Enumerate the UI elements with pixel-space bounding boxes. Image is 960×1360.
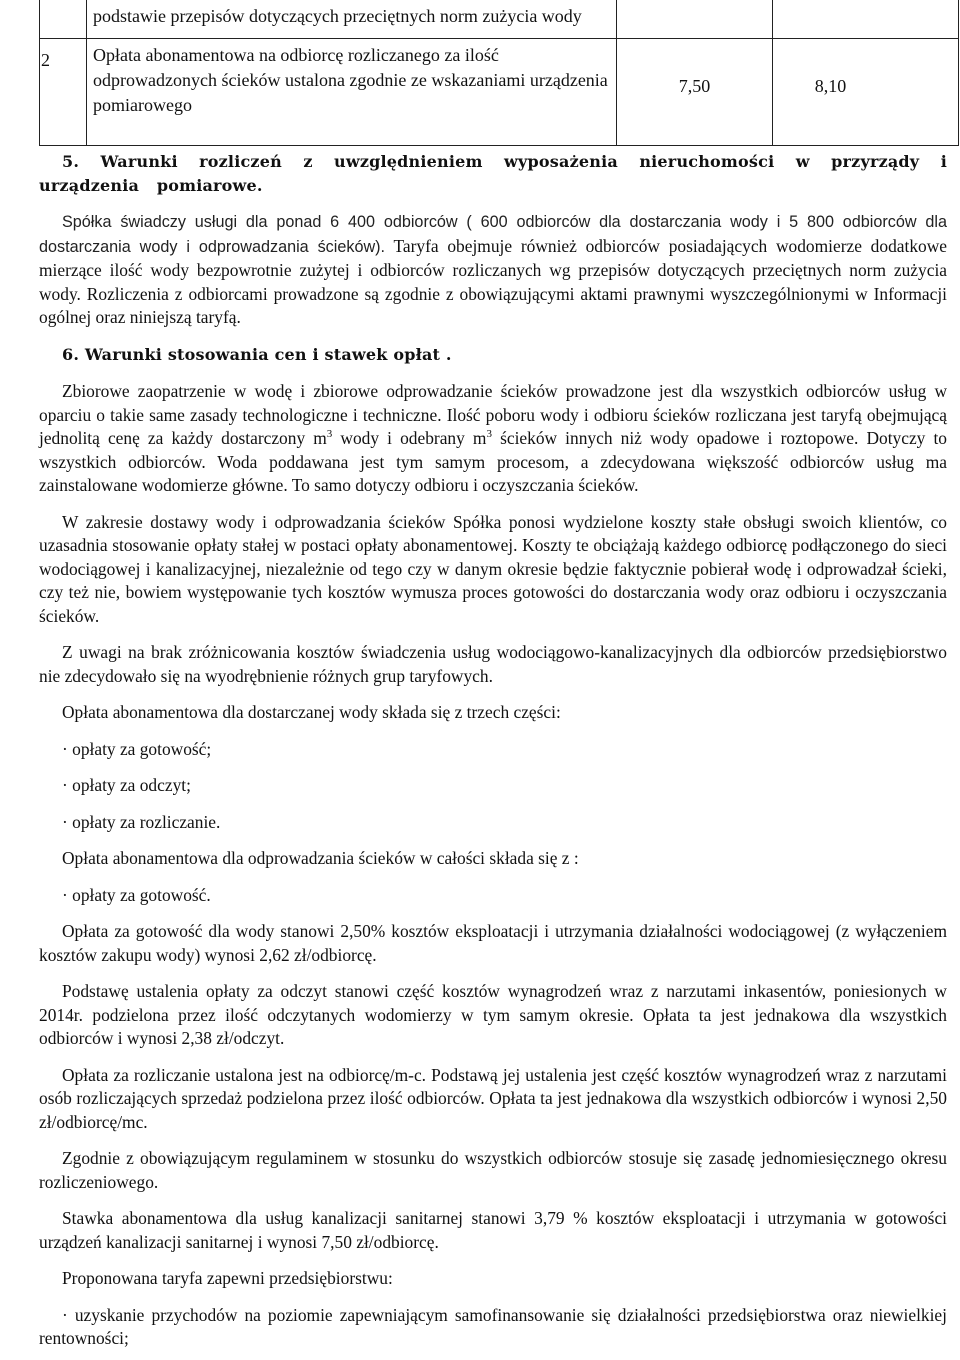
paragraph (39, 380, 947, 498)
section-5-paragraph (39, 210, 947, 330)
section-5-heading: 5. Warunki rozliczeń z uwzględnieniem wyposażenia nieruchomości w przyrządy i urządzenia pomiarowe. (39, 152, 947, 195)
row-value-2: 8,10 (814, 76, 847, 96)
document-body (39, 150, 947, 1351)
tariff-table (39, 0, 959, 146)
paragraph-text: ścieków innych niż wody opadowe i roztopowe. Dotyczy to wszystkich odbiorców. Woda poddawana jest tym samym procesom, a zdecydowana większość odbiorców usług ma zainstalowane wodomierze główne. To samo dotyczy odbioru i oczyszczania ścieków. (39, 428, 948, 495)
row-value-2-cell (773, 39, 959, 146)
row-number: 2 (41, 50, 50, 70)
paragraph: Podstawę ustalenia opłaty za odczyt stanowi część kosztów wynagrodzeń wraz z narzutami inkasentów, poniesionych w 2014r. podzielona przez ilość odczytanych wodomierzy w tym samym okresie. Opłata ta jest jednakowa dla wszystkich odbiorców i wynosi 2,38 zł/odczyt. (39, 981, 947, 1048)
paragraph: Stawka abonamentowa dla usług kanalizacji sanitarnej stanowi 3,79 % kosztów eksploatacji i utrzymania w gotowości urządzeń kanalizacji sanitarnej i wynosi 7,50 zł/odbiorcę. (39, 1208, 947, 1252)
paragraph: Opłata za rozliczanie ustalona jest na odbiorcę/m-c. Podstawą jej ustalenia jest część kosztów wynagrodzeń wraz z narzutami osób rozliczających sprzedaż podzielona przez ilość odbiorców. Opłata ta jest jednakowa dla wszystkich odbiorców i wynosi 2,50 zł/odbiorcę/mc. (39, 1064, 947, 1132)
superscript: 3 (486, 428, 492, 441)
table-row (40, 0, 959, 39)
row-value-1-cell (617, 39, 773, 146)
row-description: Opłata abonamentowa na odbiorcę rozliczanego za ilość odprowadzonych ścieków ustalona zgodnie ze wskazaniami urządzenia pomiarowego (87, 39, 617, 146)
list-item: · opłaty za odczyt; (62, 775, 191, 795)
paragraph: Zgodnie z obowiązującym regulaminem w stosunku do wszystkich odbiorców stosuje się zasadę jednomiesięcznego okresu rozliczeniowego. (39, 1148, 947, 1192)
row-number-cell (40, 39, 87, 146)
list-item: · uzyskanie przychodów na poziomie zapewniającym samofinansowanie się działalności przedsiębiorstwa oraz niewielkiej rentowności; (39, 1304, 947, 1348)
table-row (40, 39, 959, 146)
superscript: 3 (326, 428, 333, 441)
row-value-1 (617, 0, 773, 39)
section-5-paragraph-rest: Taryfa obejmuje również odbiorców posiadających wodomierze dodatkowe mierzące ilość wody bezpowrotnie zużytej i odbiorców rozliczanych wg przepisów dotyczących przeciętnych norm zużycia wody. Rozliczenia z odbiorcami prowadzone są zgodnie z obowiązującymi aktami prawnymi wyszczególnionymi w Informacji ogólnej oraz niniejszą taryfą. (39, 235, 947, 327)
paragraph-text: wody i odebrany m (332, 428, 487, 448)
list-item: · opłaty za gotowość; (62, 738, 212, 759)
paragraph-text: Zbiorowe zaopatrzenie w wodę i zbiorowe odprowadzanie ścieków prowadzone jest dla wszystkich odbiorców usług w oparciu o takie same zasady technologiczne i techniczne. Ilość poboru wody i odbioru ścieków rozliczana jest taryfą obejmującą jednolitą cenę za każdy dostarczony m (39, 381, 947, 448)
row-value-2 (773, 0, 959, 39)
row-number (40, 0, 87, 39)
section-5-paragraph-lead: Spółka świadczy usługi dla ponad 6 400 odbiorców ( 600 odbiorców dla dostarczania wody i 5 800 odbiorców dla dostarczania wody i odprowadzania ścieków). (39, 213, 947, 256)
section-6-heading: 6. Warunki stosowania cen i stawek opłat . (62, 344, 452, 364)
paragraph: Opłata abonamentowa dla dostarczanej wody składa się z trzech części: (62, 702, 561, 722)
list-item: · opłaty za rozliczanie. (62, 811, 221, 832)
paragraph: Opłata za gotowość dla wody stanowi 2,50% kosztów eksploatacji i utrzymania działalności wodociągowej (z wyłączeniem kosztów zakupu wody) wynosi 2,62 zł/odbiorcę. (39, 921, 947, 965)
paragraph: Opłata abonamentowa dla odprowadzania ścieków w całości składa się z : (62, 848, 579, 868)
row-description: podstawie przepisów dotyczących przeciętnych norm zużycia wody (87, 0, 617, 39)
row-value-1: 7,50 (678, 76, 711, 96)
paragraph: Z uwagi na brak zróżnicowania kosztów świadczenia usług wodociągowo-kanalizacyjnych dla odbiorców przedsiębiorstwo nie zdecydowało się na wyodrębnienie różnych grup taryfowych. (39, 642, 947, 686)
list-item: · opłaty za gotowość. (62, 884, 211, 905)
paragraph: Proponowana taryfa zapewni przedsiębiorstwu: (62, 1268, 393, 1288)
paragraph: W zakresie dostawy wody i odprowadzania ścieków Spółka ponosi wydzielone koszty stałe obsługi swoich klientów, co uzasadnia stosowanie opłaty stałej w postaci opłaty abonamentowej. Koszty te obciążają każdego odbiorcę podłączonego do sieci wodociągowej i kanalizacyjnej, niezależnie od tego czy w danym okresie będzie faktycznie pobierał wodę i odprowadzał ścieki, czy też nie, bowiem występowanie tych kosztów wymusza proces gotowości do dostarczania wody oraz odbioru i oczyszczania ścieków. (39, 511, 947, 626)
